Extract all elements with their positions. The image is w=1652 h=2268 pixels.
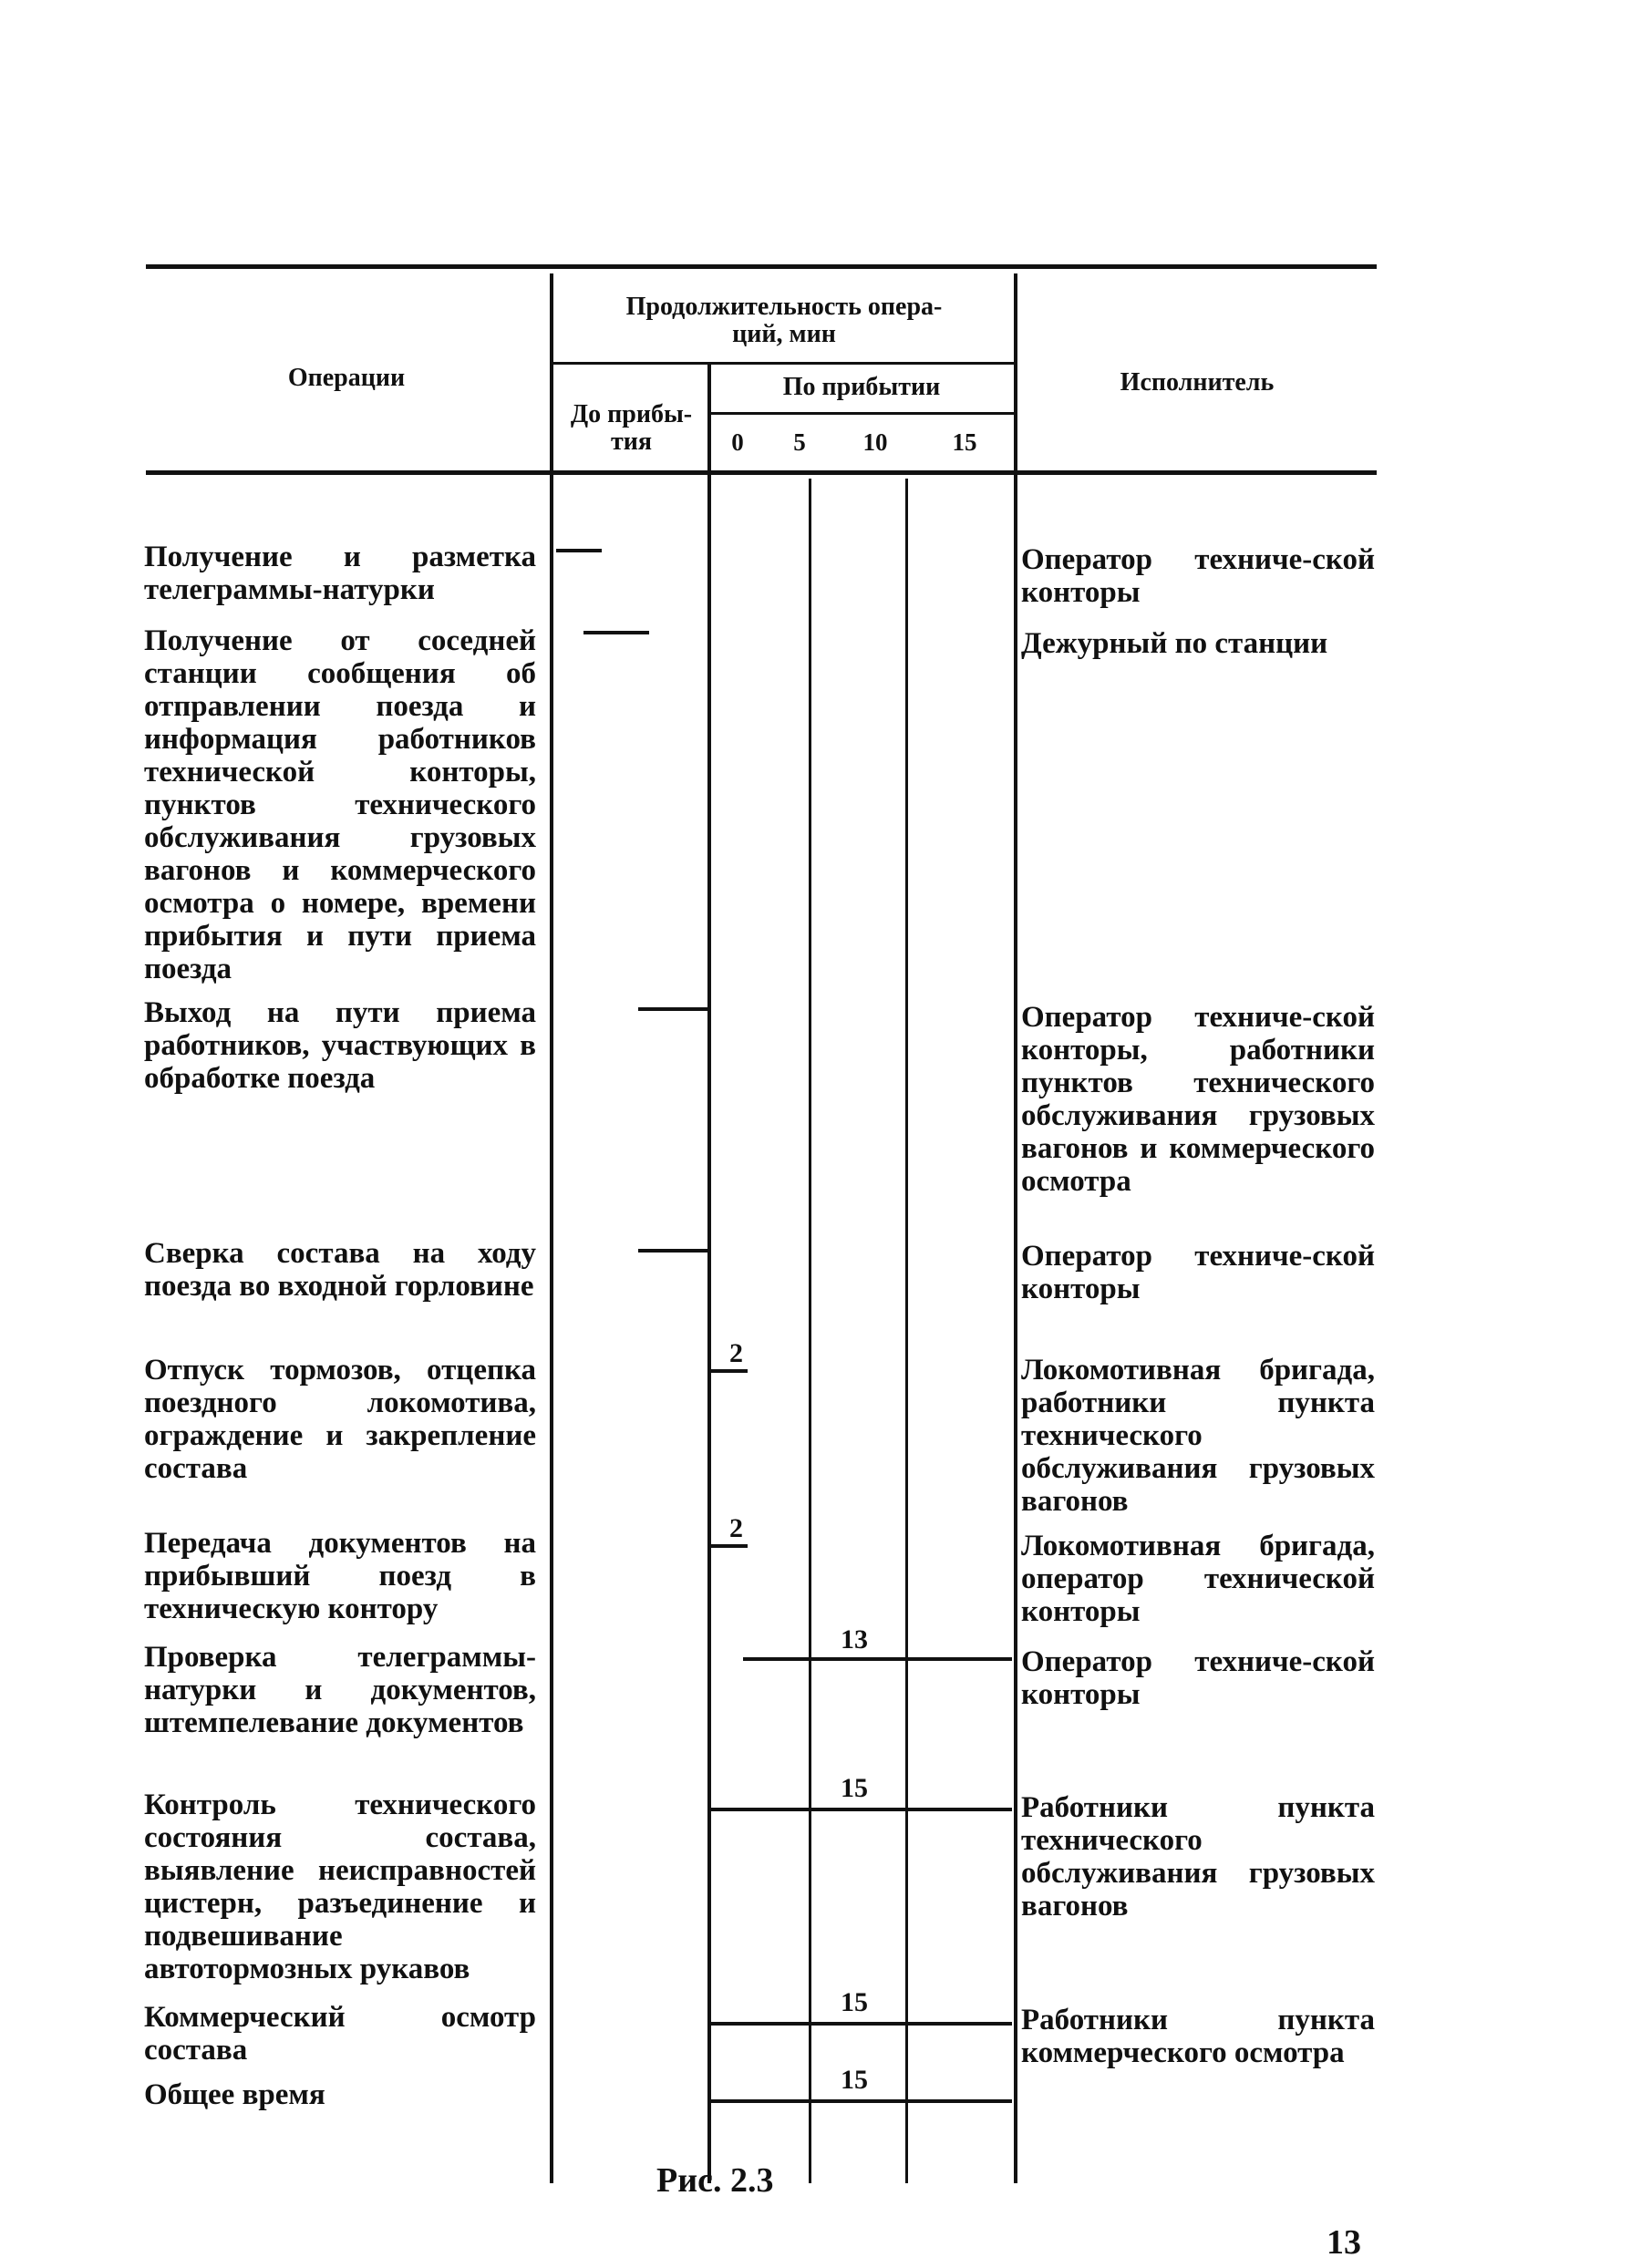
duration-bar [711, 1544, 748, 1548]
tick-5: 5 [793, 428, 806, 456]
operation-cell: Отпуск тормозов, отцепка поездного локомотива, ограждение и закрепление состава [144, 1354, 536, 1485]
tick-0: 0 [731, 428, 744, 456]
header-duration-line1: Продолжительность опера- [625, 293, 943, 321]
after-subheader-rule [709, 412, 1017, 415]
duration-label: 15 [841, 1987, 868, 2017]
operation-cell: Коммерческий осмотр состава [144, 2001, 536, 2067]
operation-cell: Контроль технического состояния состава, выявление неисправностей цистерн, разъединение и подвешивание автотормозных рукавов [144, 1789, 536, 1985]
duration-bar [711, 1369, 748, 1373]
col-divider-executor [1014, 273, 1017, 2183]
header-duration-line2: ций, мин [732, 320, 836, 348]
operation-cell: Сверка состава на ходу поезда во входной горловине [144, 1237, 536, 1303]
duration-bar [743, 1657, 1012, 1661]
duration-bar [711, 2022, 1012, 2026]
operation-cell: Получение и разметка телеграммы-натурки [144, 541, 536, 606]
col-divider-operations [550, 273, 553, 2183]
header-executor: Исполнитель [1120, 368, 1275, 397]
operation-cell: Выход на пути приема работников, участвующих в обработке поезда [144, 996, 536, 1095]
duration-bar [638, 1007, 711, 1011]
duration-bar [583, 631, 649, 634]
duration-subheader-rule [552, 362, 1017, 365]
header-after: По прибытии [782, 373, 941, 401]
header-operations: Операции [287, 364, 406, 392]
page-number: 13 [1327, 2223, 1361, 2262]
duration-bar [711, 1808, 1012, 1811]
gridline-10 [905, 479, 908, 2183]
duration-label: 13 [841, 1624, 868, 1655]
executor-cell: Работники пункта технического обслуживания грузовых вагонов [1021, 1791, 1375, 1923]
tick-15: 15 [952, 428, 977, 456]
duration-label: 15 [841, 1773, 868, 1803]
executor-cell: Оператор техниче-ской конторы, работники пунктов технического обслуживания грузовых вагонов и коммерческого осмотра [1021, 1001, 1375, 1198]
header-before-line2: тия [610, 428, 653, 456]
operation-cell: Общее время [144, 2078, 325, 2111]
executor-cell: Дежурный по станции [1021, 627, 1328, 660]
top-rule [146, 264, 1377, 269]
col-divider-before [707, 365, 711, 2183]
figure-caption: Рис. 2.3 [656, 2161, 774, 2200]
duration-label: 15 [841, 2065, 868, 2095]
operation-cell: Получение от соседней станции сообщения об отправлении поезда и информация работников технической конторы, пунктов технического обслуживания грузовых вагонов и коммерческого осмотра о номере, времени прибытия и пути приема поезда [144, 624, 536, 985]
operation-cell: Передача документов на прибывший поезд в техническую контору [144, 1527, 536, 1625]
operation-cell: Проверка телеграммы-натурки и документов, штемпелевание документов [144, 1641, 536, 1739]
executor-cell: Оператор техниче-ской конторы [1021, 1240, 1375, 1305]
executor-cell: Оператор техниче-ской конторы [1021, 543, 1375, 609]
header-bottom-rule [146, 470, 1377, 475]
executor-cell: Оператор техниче-ской конторы [1021, 1645, 1375, 1711]
executor-cell: Работники пункта коммерческого осмотра [1021, 2004, 1375, 2069]
duration-label: 2 [729, 1513, 743, 1543]
header-before-line1: До прибы- [570, 400, 693, 428]
duration-bar [711, 2099, 1012, 2103]
tick-10: 10 [862, 428, 888, 456]
executor-cell: Локомотивная бригада, работники пункта технического обслуживания грузовых вагонов [1021, 1354, 1375, 1518]
gridline-5 [809, 479, 811, 2183]
duration-bar [556, 549, 602, 552]
duration-label: 2 [729, 1338, 743, 1368]
executor-cell: Локомотивная бригада, оператор технической конторы [1021, 1530, 1375, 1628]
duration-bar [638, 1249, 711, 1253]
